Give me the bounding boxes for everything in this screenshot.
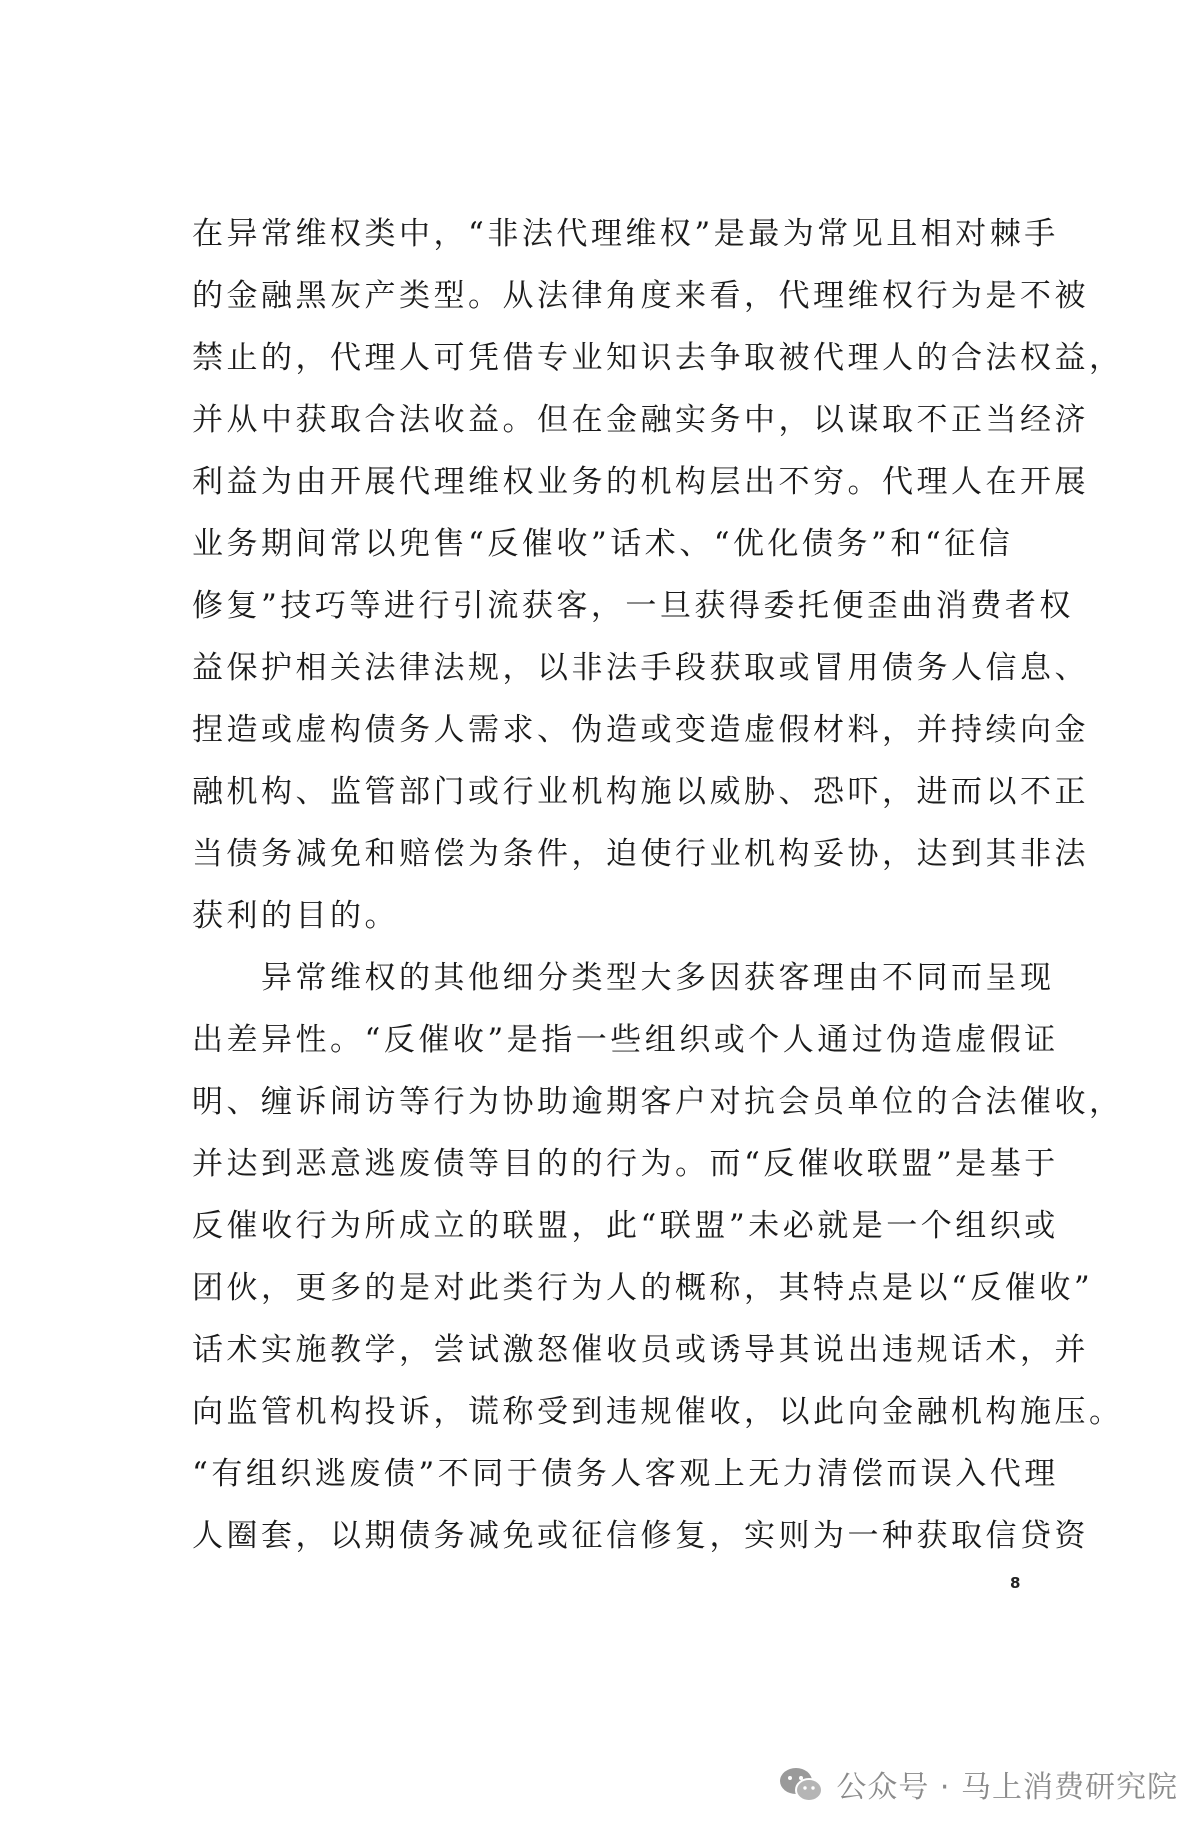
text-line-10: 融机构、监管部门或行业机构施以威胁、恐吓，进而以不正 (192, 774, 1089, 810)
wechat-icon (778, 1765, 824, 1803)
text-line-18: 团伙，更多的是对此类行为人的概称，其特点是以“反催收” (192, 1270, 1094, 1306)
text-line-8: 益保护相关法律法规，以非法手段获取或冒用债务人信息、 (192, 650, 1089, 686)
text-line-21: “有组织逃废债”不同于债务人客观上无力清偿而误入代理 (192, 1456, 1059, 1492)
watermark (778, 1762, 1178, 1806)
text-line-5: 利益为由开展代理维权业务的机构层出不穷。代理人在开展 (192, 464, 1089, 500)
text-line-20: 向监管机构投诉，谎称受到违规催收，以此向金融机构施压。 (192, 1394, 1124, 1430)
text-line-16: 并达到恶意逃废债等目的的行为。而“反催收联盟”是基于 (192, 1146, 1059, 1182)
text-line-12: 获利的目的。 (192, 898, 399, 934)
text-line-4: 并从中获取合法收益。但在金融实务中，以谋取不正当经济 (192, 402, 1089, 438)
text-line-13: 异常维权的其他细分类型大多因获客理由不同而呈现 (192, 960, 1055, 996)
watermark-text: 公众号 · 马上消费研究院 (836, 1770, 1178, 1805)
body-text (192, 203, 1124, 1567)
text-line-22: 人圈套，以期债务减免或征信修复，实则为一种获取信贷资 (192, 1518, 1089, 1554)
text-line-1: 在异常维权类中，“非法代理维权”是最为常见且相对棘手 (192, 216, 1059, 252)
text-line-11: 当债务减免和赔偿为条件，迫使行业机构妥协，达到其非法 (192, 836, 1089, 872)
text-line-2: 的金融黑灰产类型。从法律角度来看，代理维权行为是不被 (192, 278, 1089, 314)
text-line-17: 反催收行为所成立的联盟，此“联盟”未必就是一个组织或 (192, 1208, 1059, 1244)
text-line-19: 话术实施教学，尝试激怒催收员或诱导其说出违规话术，并 (192, 1332, 1089, 1368)
text-line-3: 禁止的，代理人可凭借专业知识去争取被代理人的合法权益， (192, 340, 1124, 376)
page-number: 8 (1010, 1574, 1021, 1592)
text-line-6: 业务期间常以兜售“反催收”话术、“优化债务”和“征信 (192, 526, 1014, 562)
text-line-7: 修复”技巧等进行引流获客，一旦获得委托便歪曲消费者权 (192, 588, 1074, 624)
text-line-15: 明、缠诉闹访等行为协助逾期客户对抗会员单位的合法催收， (192, 1084, 1124, 1120)
text-line-9: 捏造或虚构债务人需求、伪造或变造虚假材料，并持续向金 (192, 712, 1089, 748)
text-line-14: 出差异性。“反催收”是指一些组织或个人通过伪造虚假证 (192, 1022, 1059, 1058)
